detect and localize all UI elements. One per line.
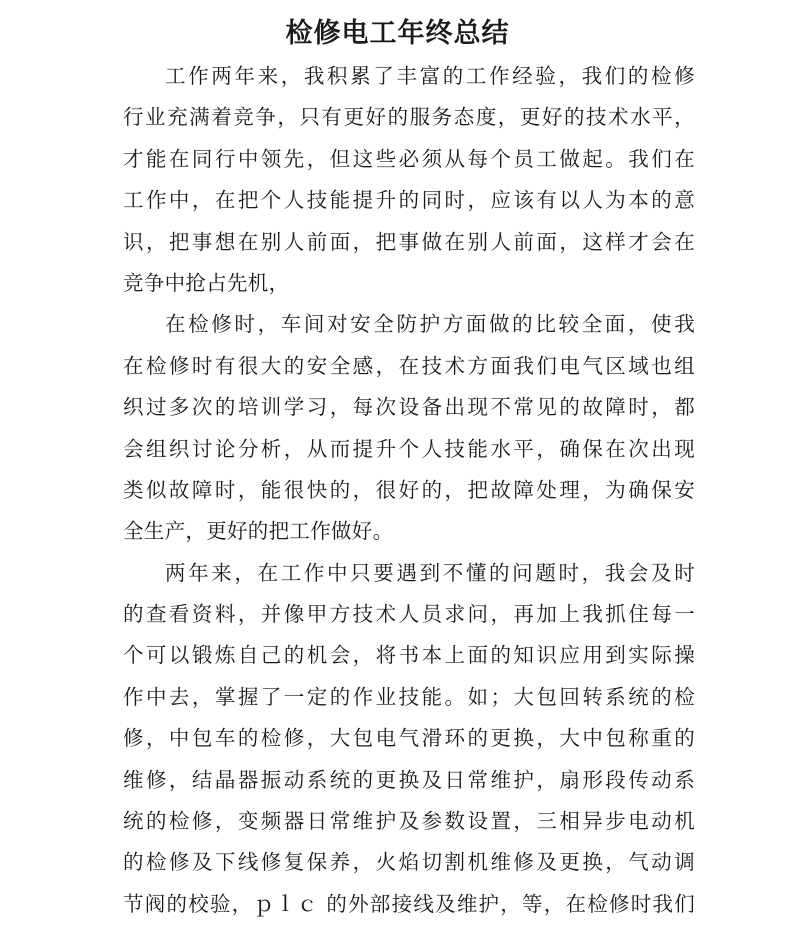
document-title: 检修电工年终总结 [285,18,510,49]
text-line: 工作两年来，我积累了丰富的工作经验，我们的检修 [165,64,695,88]
text-line: 节阀的校验，ｐｌｃ 的外部接线及维护，等，在检修时我们 [123,891,695,916]
paragraph-3 [123,553,695,926]
text-line: 的检修及下线修复保养，火焰切割机维修及更换，气动调 [123,850,695,875]
text-line: 竞争中抢占先机， [123,270,290,295]
text-line: 两年来，在工作中只要遇到不懂的问题时，我会及时 [165,560,695,585]
text-line: 在检修时，车间对安全防护方面做的比较全面，使我 [165,312,695,337]
text-line: 织过多次的培训学习，每次设备出现不常见的故障时，都 [123,395,695,420]
text-line: 维修，结晶器振动系统的更换及日常维护，扇形段传动系 [123,767,695,792]
text-line: 在检修时有很大的安全感，在技术方面我们电气区域也组 [123,353,695,378]
text-line: 统的检修，变频器日常维护及参数设置，三相异步电动机 [123,809,695,834]
text-line: 类似故障时，能很快的，很好的，把故障处理，为确保安 [123,477,695,502]
paragraph-2 [123,304,695,552]
text-line: 个可以锻炼自己的机会，将书本上面的知识应用到实际操 [123,643,695,668]
text-line: 行业充满着竞争，只有更好的服务态度，更好的技术水平， [123,105,695,130]
text-line: 修，中包车的检修，大包电气滑环的更换，大中包称重的 [123,726,695,751]
text-line: 的查看资料，并像甲方技术人员求问，再加上我抓住每一 [123,602,695,627]
text-line: 识，把事想在别人前面，把事做在别人前面，这样才会在 [123,229,695,254]
document-body [123,56,695,925]
text-line: 工作中，在把个人技能提升的同时，应该有以人为本的意 [123,188,695,213]
text-line: 作中去，掌握了一定的作业技能。如；大包回转系统的检 [123,684,695,709]
text-line: 会组织讨论分析，从而提升个人技能水平，确保在次出现 [123,436,695,461]
text-line: 全生产，更好的把工作做好。 [123,519,394,544]
paragraph-1 [123,56,695,304]
text-line: 才能在同行中领先，但这些必须从每个员工做起。我们在 [123,146,695,171]
